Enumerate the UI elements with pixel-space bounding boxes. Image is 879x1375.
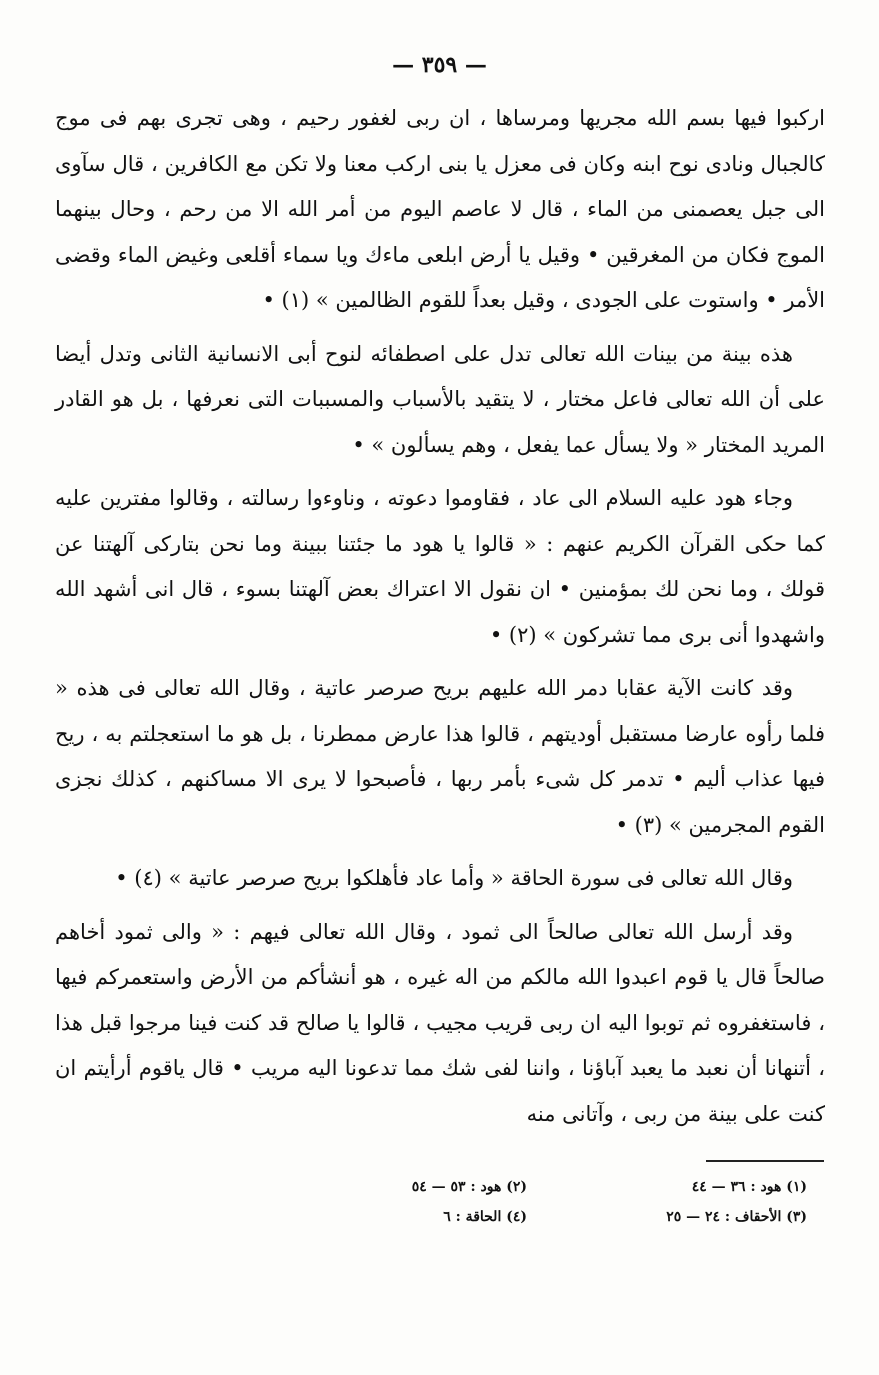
paragraph-aad-punishment: وقد كانت الآية عقابا دمر الله عليهم بريح صرصر عاتية ، وقال الله تعالى فى هذه « فلما رأوه عارضا مستقبل أوديتهم ، قالوا هذا عارض ممطرنا ، بل هو ما استعجلتم به ، ريح فيها عذاب أليم • تدمر كل شىء بأمر ربها ، فأصبحوا لا يرى الا مساكنهم ، كذلك نجزى القوم المجرمين » (٣) •: [55, 676, 825, 837]
footnotes: [287, 1176, 807, 1228]
paragraph-salih: وقد أرسل الله تعالى صالحاً الى ثمود ، وقال الله تعالى فيهم : « والى ثمود أخاهم صالحاً قال يا قوم اعبدوا الله مالكم من اله غيره ، هو أنشأكم من الأرض واستعمركم فيها ، فاستغفروه ثم توبوا اليه ان ربى قريب مجيب ، قالوا يا صالح قد كنت فينا مرجوا قبل هذا ، أتنهانا أن نعبد ما يعبد آباؤنا ، واننا لفى شك مما تدعونا اليه مريب • قال ياقوم أرأيتم ان كنت على بينة من ربى ، وآتانى منه: [55, 919, 825, 1126]
footnote-3: (٣) الأحقاف : ٢٤ — ٢٥: [666, 1209, 807, 1225]
footnote-divider: [706, 1160, 824, 1162]
paragraph-hud: وجاء هود عليه السلام الى عاد ، فقاوموا دعوته ، وناوءوا رسالته ، وقالوا مفترين عليه كما حكى القرآن الكريم عنهم : « قالوا يا هود ما جئتنا ببينة وما نحن بتاركى آلهتنا عن قولك ، وما نحن لك بمؤمنين • ان نقول الا اعتراك بعض آلهتنا بسوء ، قال انى أشهد الله واشهدوا أنى برى مما تشركون » (٢) •: [55, 486, 825, 647]
paragraph-al-haqqa: وقال الله تعالى فى سورة الحاقة « وأما عاد فأهلكوا بريح صرصر عاتية » (٤) •: [115, 866, 793, 890]
paragraph-quran-nuh: اركبوا فيها بسم الله مجريها ومرساها ، ان ربى لغفور رحيم ، وهى تجرى بهم فى موج كالجبال ونادى نوح ابنه وكان فى معزل يا بنى اركب معنا ولا تكن مع الكافرين ، قال سآوى الى جبل يعصمنى من الماء ، قال لا عاصم اليوم من أمر الله الا من رحم ، وحال بينهما الموج فكان من المغرقين • وقيل يا أرض ابلعى ماءك ويا سماء أقلعى وغيض الماء وقضى الأمر • واستوت على الجودى ، وقيل بعداً للقوم الظالمين » (١) •: [55, 106, 825, 312]
page-number: — ٣٥٩ —: [392, 52, 487, 78]
footnote-2: (٢) هود : ٥٣ — ٥٤: [411, 1179, 527, 1195]
footnote-4: (٤) الحاقة : ٦: [443, 1209, 527, 1225]
main-text: [55, 96, 825, 1137]
paragraph-nuh-commentary: هذه بينة من بينات الله تعالى تدل على اصطفائه لنوح أبى الانسانية الثانى وتدل أيضا على أن الله تعالى فاعل مختار ، لا يتقيد بالأسباب والمسببات التى نعرفها ، بل هو القادر المريد المختار « ولا يسأل عما يفعل ، وهم يسألون » •: [55, 341, 825, 457]
footnote-1: (١) هود : ٣٦ — ٤٤: [691, 1179, 807, 1195]
